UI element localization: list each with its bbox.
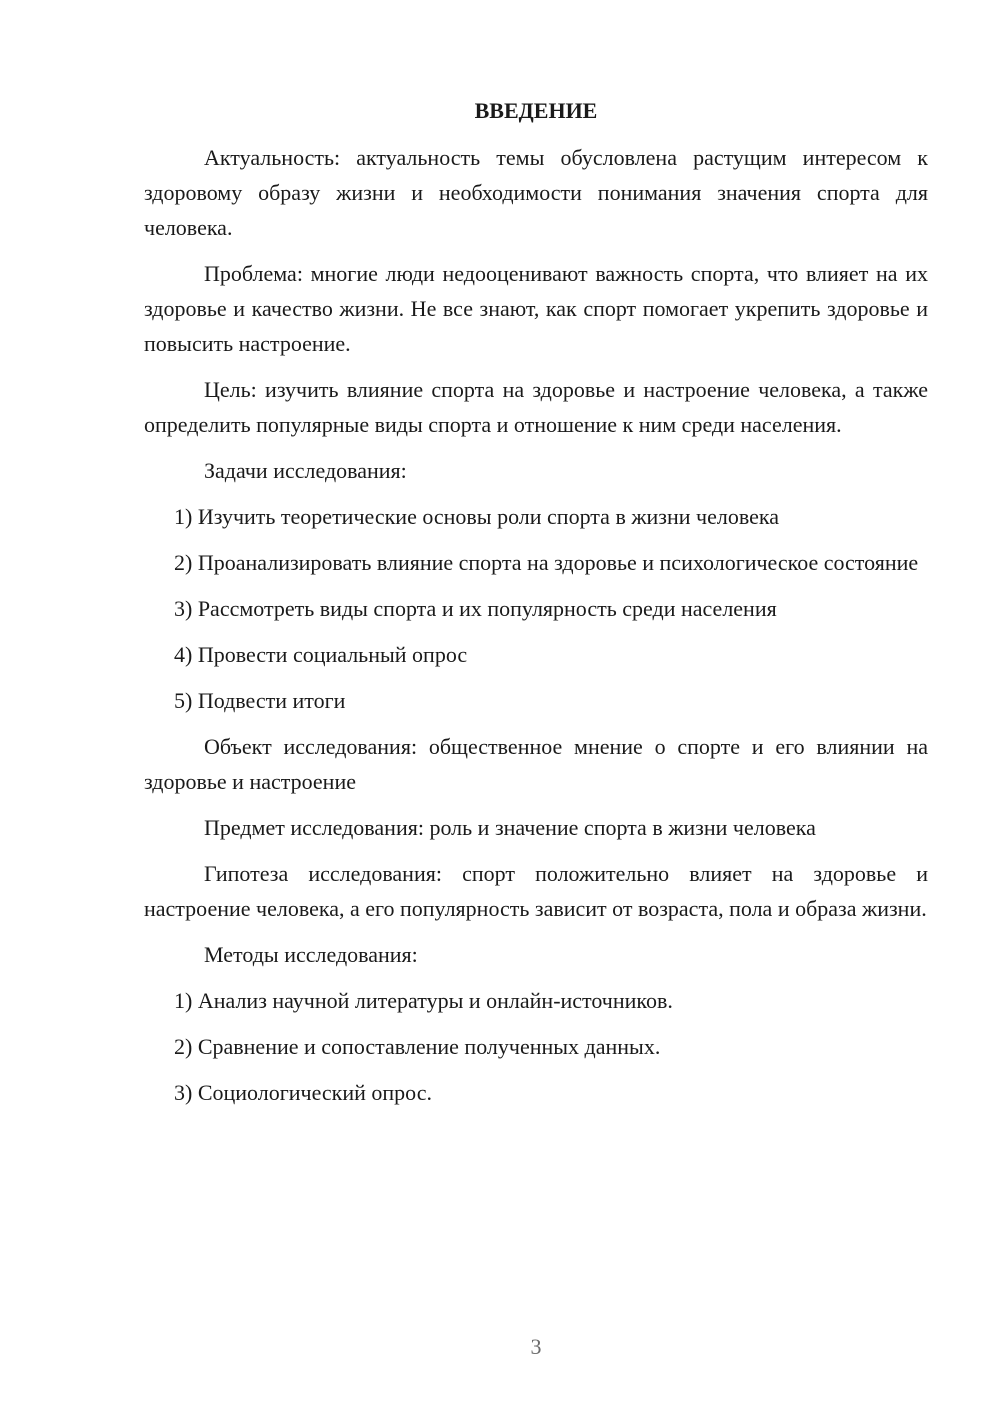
hypothesis-paragraph: Гипотеза исследования: спорт положительно влияет на здоровье и настроение человека, а его популярность зависит от возраста, пола и образа жизни. (144, 861, 928, 921)
task-item: 5) Подвести итоги (174, 688, 346, 713)
methods-heading: Методы исследования: (204, 942, 418, 967)
task-item: 4) Провести социальный опрос (174, 642, 468, 667)
method-item: 2) Сравнение и сопоставление полученных данных. (174, 1034, 661, 1059)
task-item: 1) Изучить теоретические основы роли спорта в жизни человека (174, 504, 779, 529)
method-item: 3) Социологический опрос. (174, 1080, 432, 1105)
method-item: 1) Анализ научной литературы и онлайн-источников. (174, 988, 673, 1013)
relevance-paragraph: Актуальность: актуальность темы обусловлена растущим интересом к здоровому образу жизни и необходимости понимания значения спорта для человека. (144, 145, 928, 240)
goal-paragraph: Цель: изучить влияние спорта на здоровье и настроение человека, а также определить популярные виды спорта и отношение к ним среди населения. (144, 377, 928, 437)
page-number: 3 (530, 1334, 542, 1359)
task-item: 3) Рассмотреть виды спорта и их популярность среди населения (174, 596, 777, 621)
subject-paragraph: Предмет исследования: роль и значение спорта в жизни человека (204, 815, 816, 840)
document-page (144, 96, 928, 1121)
problem-paragraph: Проблема: многие люди недооценивают важность спорта, что влияет на их здоровье и качество жизни. Не все знают, как спорт помогает укрепить здоровье и повысить настроение. (144, 261, 928, 356)
tasks-heading: Задачи исследования: (204, 458, 407, 483)
object-paragraph: Объект исследования: общественное мнение о спорте и его влиянии на здоровье и настроение (144, 734, 928, 794)
task-item: 2) Проанализировать влияние спорта на здоровье и психологическое состояние (174, 550, 919, 575)
section-title: ВВЕДЕНИЕ (474, 98, 598, 123)
